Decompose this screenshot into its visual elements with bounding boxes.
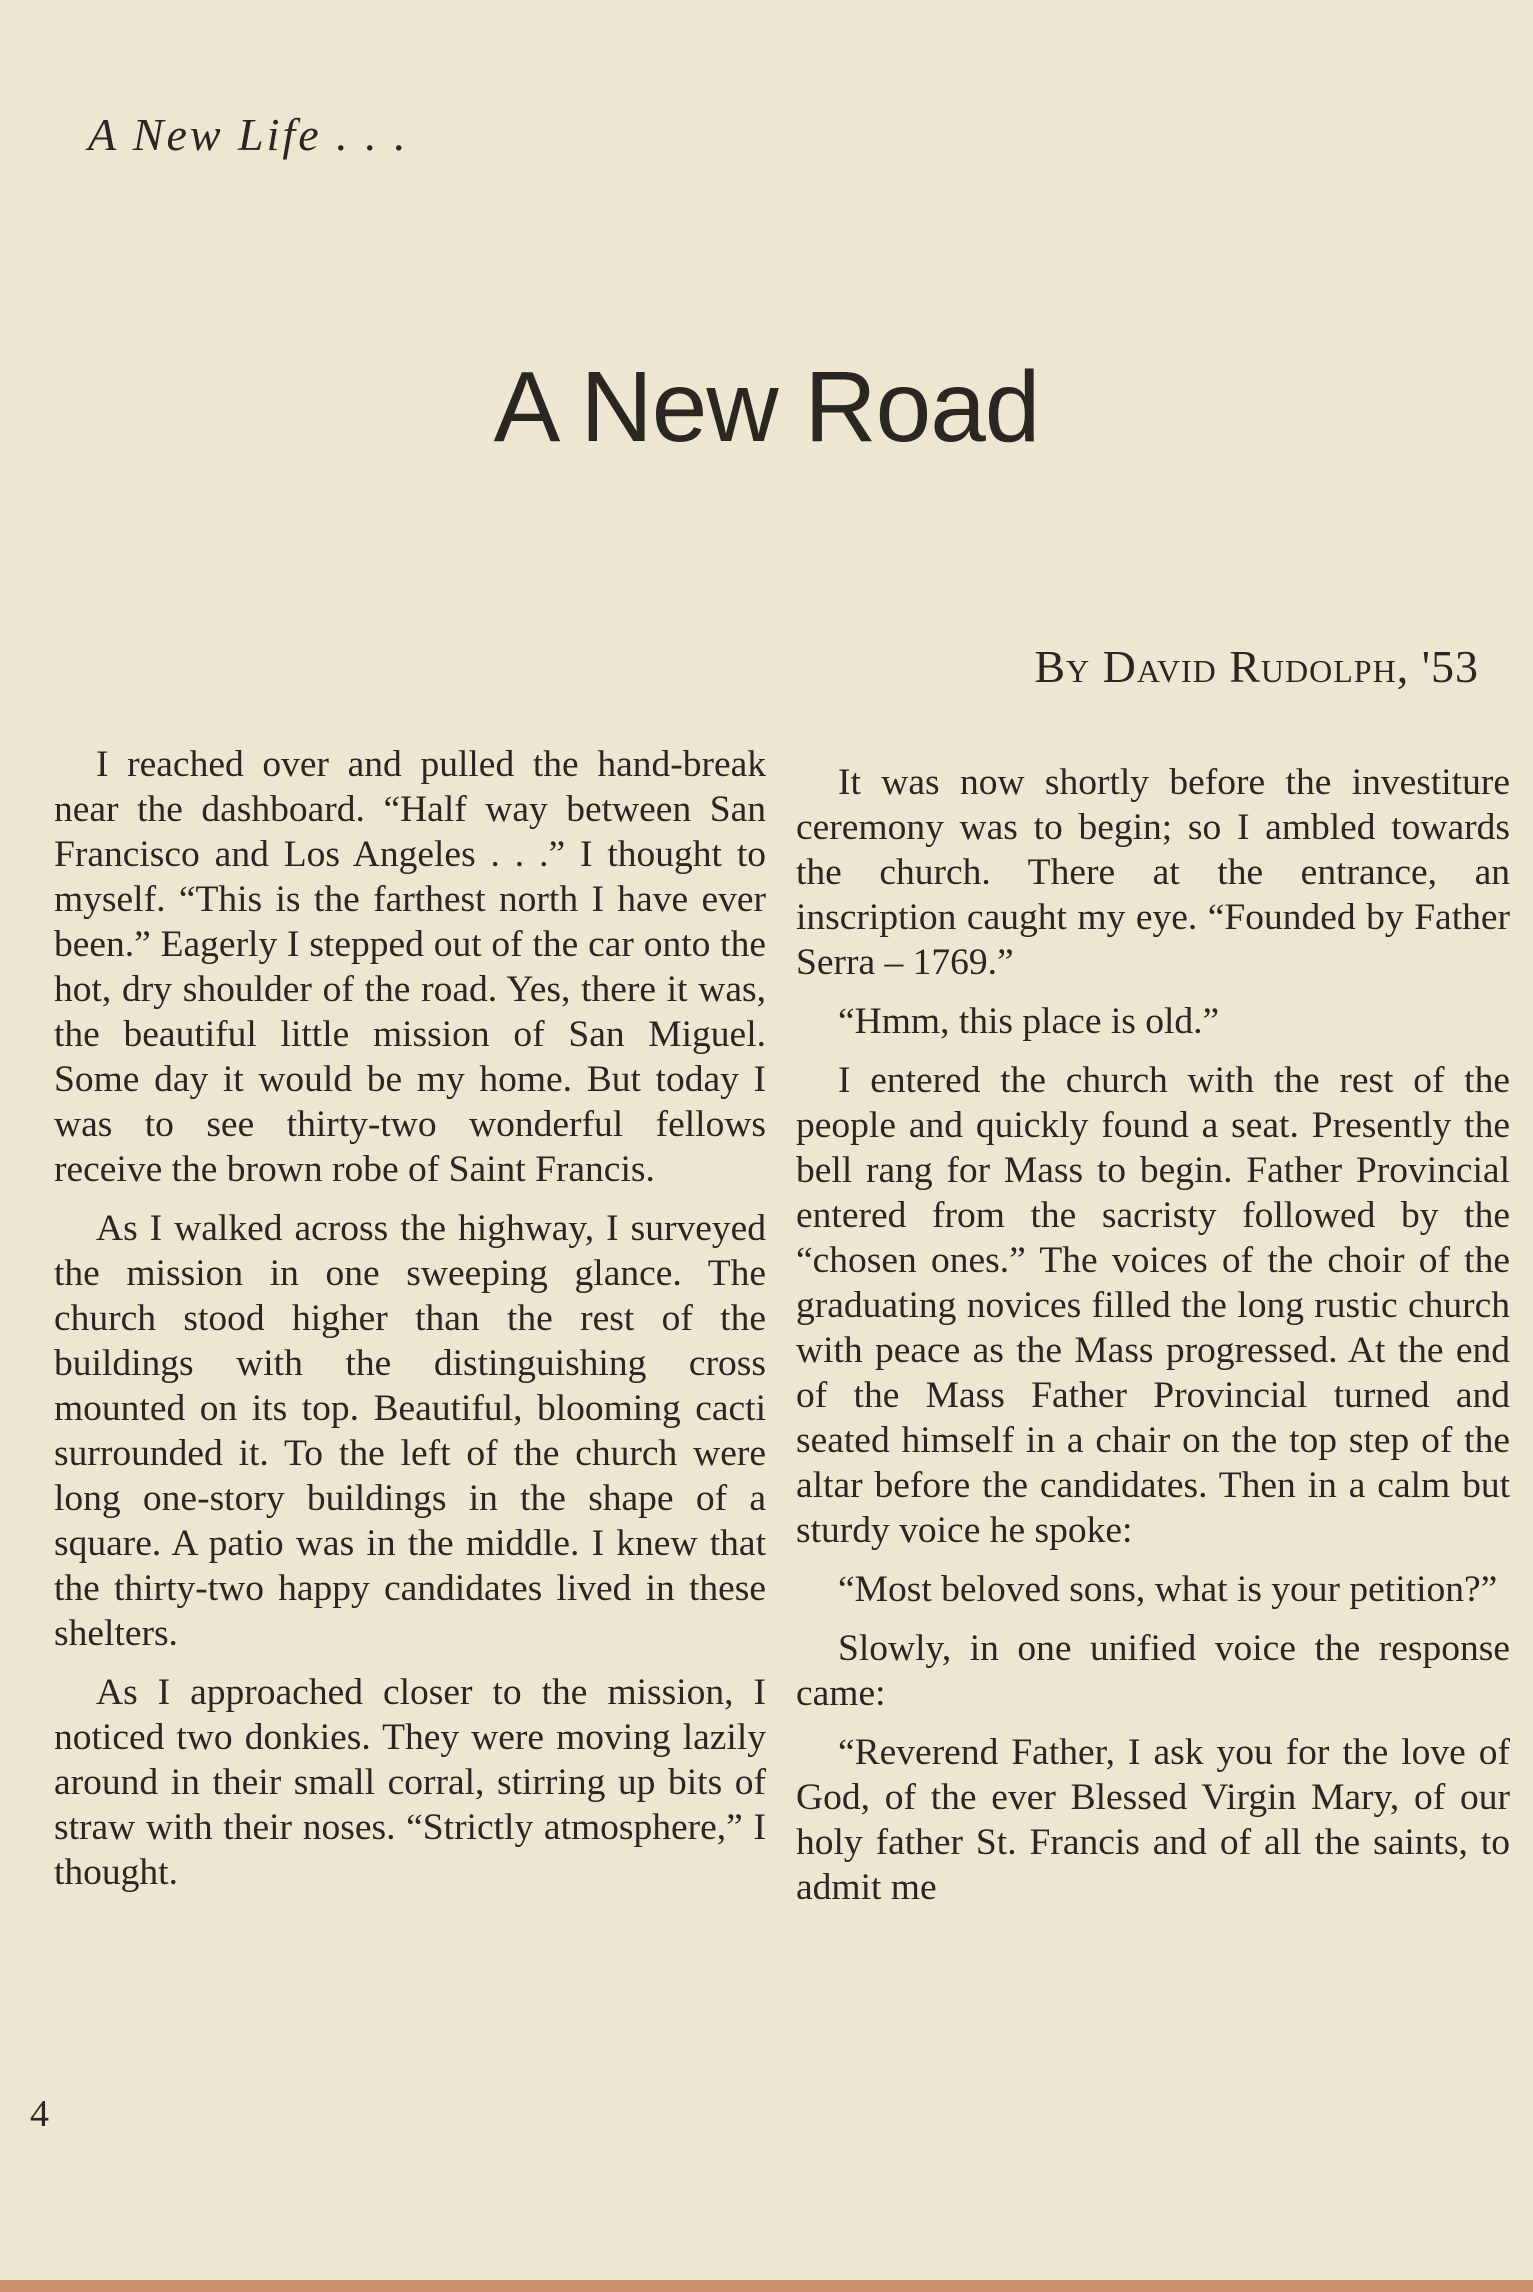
paragraph: It was now shortly before the investiture ceremony was to begin; so I ambled towards the church. There at the entrance, an inscription caught my eye. “Founded by Father Serra – 1769.” — [796, 762, 1510, 983]
page-edge — [0, 2280, 1533, 2292]
running-head: A New Life . . . — [88, 109, 409, 160]
paragraph: Slowly, in one unified voice the response came: — [796, 1628, 1510, 1714]
page-number: 4 — [30, 2093, 49, 2135]
paragraph: As I walked across the highway, I surveyed the mission in one sweeping glance. The church stood higher than the rest of the buildings with the distinguishing cross mounted on its top. Beautiful, blooming cacti surrounded it. To the left of the church were long one-story buildings in the shape of a square. A patio was in the middle. I knew that the thirty-two happy candidates lived in these shelters. — [54, 1208, 766, 1654]
byline: By David Rudolph, '53 — [1034, 641, 1479, 692]
left-column — [54, 742, 766, 1909]
right-column — [796, 760, 1510, 1924]
paragraph: I entered the church with the rest of the people and quickly found a seat. Presently the bell rang for Mass to begin. Father Provincial entered from the sacristy followed by the “chosen ones.” The voices of the choir of the graduating novices filled the long rustic church with peace as the Mass progressed. At the end of the Mass Father Provincial turned and seated himself in a chair on the top step of the altar before the candidates. Then in a calm but sturdy voice he spoke: — [796, 1060, 1510, 1551]
paragraph: “Reverend Father, I ask you for the love of God, of the ever Blessed Virgin Mary, of our holy father St. Francis and of all the saints, to admit me — [796, 1732, 1510, 1908]
paragraph: I reached over and pulled the hand-break near the dashboard. “Half way between San Francisco and Los Angeles . . .” I thought to myself. “This is the farthest north I have ever been.” Eagerly I stepped out of the car onto the hot, dry shoulder of the road. Yes, there it was, the beautiful little mission of San Miguel. Some day it would be my home. But today I was to see thirty-two wonderful fellows receive the brown robe of Saint Francis. — [54, 744, 766, 1190]
paragraph: As I approached closer to the mission, I noticed two donkies. They were moving lazily around in their small corral, stirring up bits of straw with their noses. “Strictly atmosphere,” I thought. — [54, 1672, 766, 1893]
article-title: A New Road — [493, 351, 1040, 463]
paragraph: “Most beloved sons, what is your petition?” — [838, 1569, 1498, 1610]
paragraph: “Hmm, this place is old.” — [838, 1001, 1220, 1042]
